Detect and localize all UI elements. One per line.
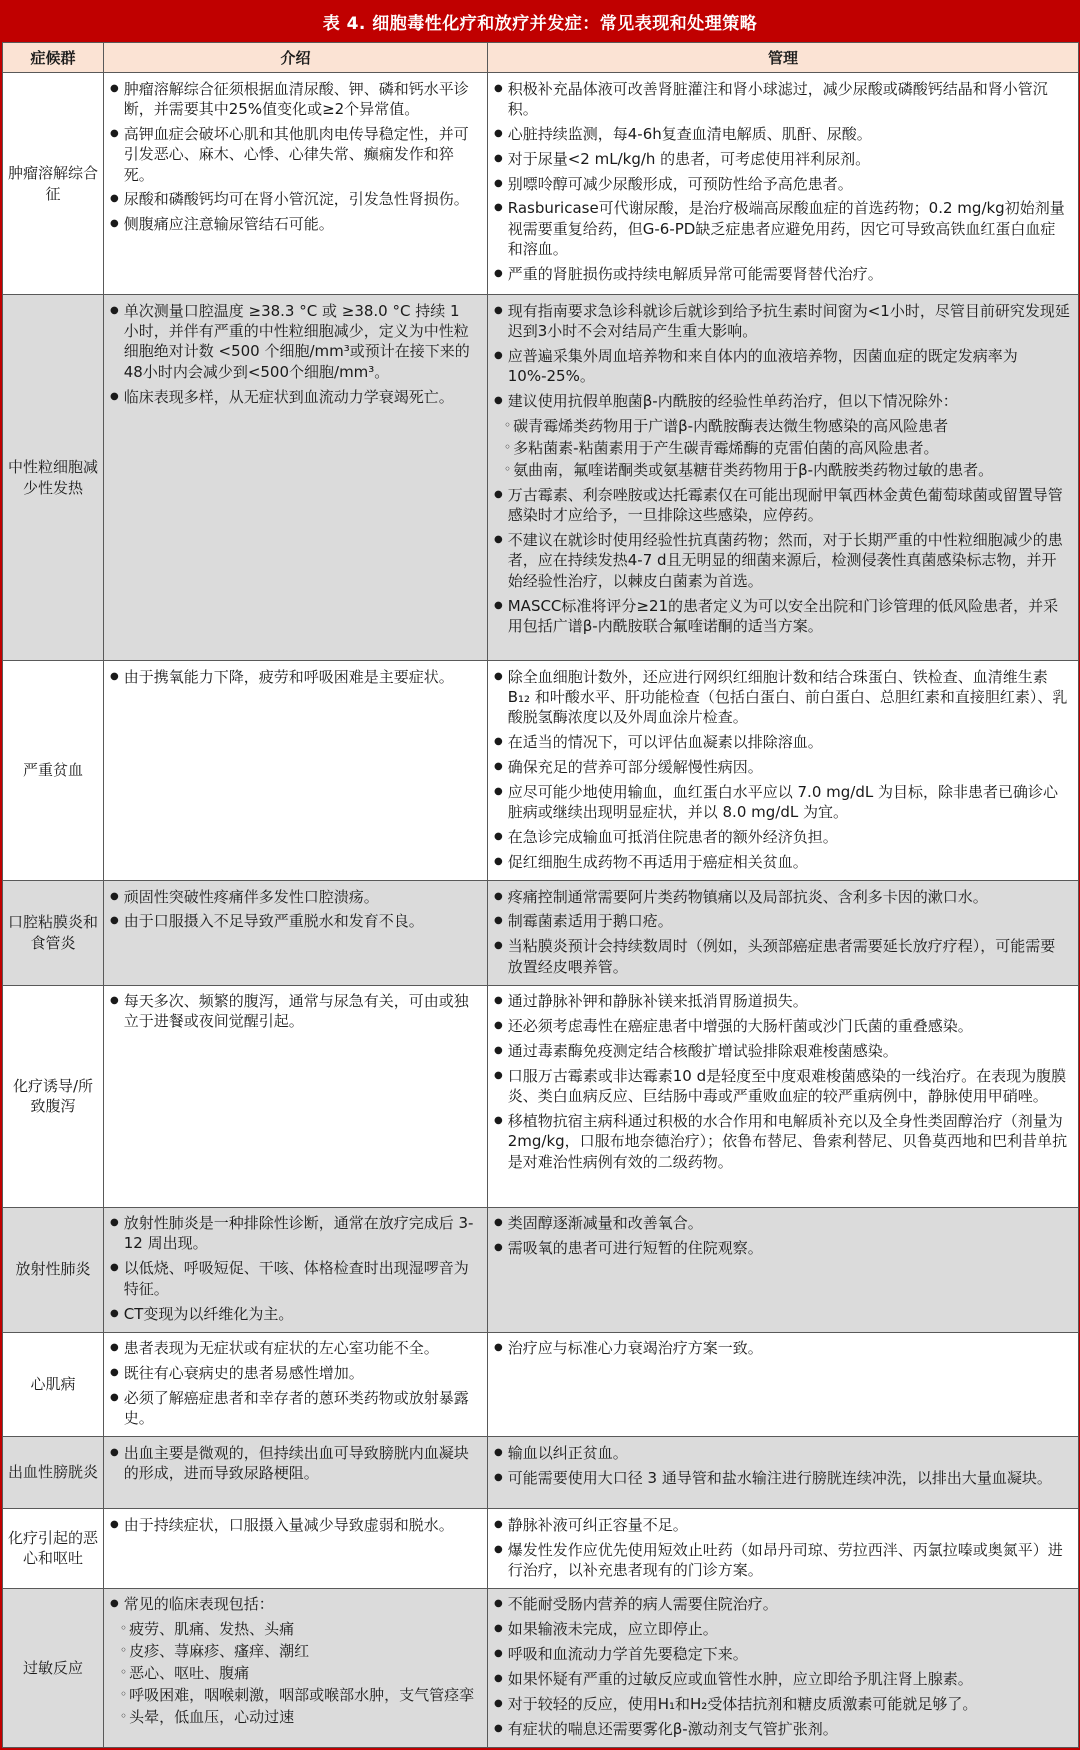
bullet-icon: ●	[494, 890, 503, 902]
bullet-icon: ●	[110, 82, 119, 94]
bullet-icon: ●	[110, 193, 119, 205]
bullet-icon: ●	[494, 1019, 503, 1031]
bullet-text: 尿酸和磷酸钙均可在肾小管沉淀，引发急性肾损伤。	[123, 190, 469, 209]
bullet-item	[110, 1515, 479, 1535]
table-row	[3, 661, 1079, 881]
sub-bullet-item	[120, 1641, 479, 1661]
syndrome-cell: 出血性膀胱炎	[3, 1437, 104, 1509]
header-row	[3, 43, 1079, 73]
bullet-item	[110, 1363, 479, 1383]
management-cell	[488, 881, 1079, 986]
sub-bullet-icon: ◦	[504, 439, 512, 454]
bullet-text: 现有指南要求急诊科就诊后就诊到给予抗生素时间窗为<1小时，尽管目前研究发现延迟到3小时不会对结局产生重大影响。	[507, 301, 1070, 340]
bullet-item	[110, 189, 479, 209]
bullet-text: 放射性肺炎是一种排除性诊断，通常在放疗完成后 3-12 周出现。	[123, 1214, 474, 1253]
bullet-icon: ●	[494, 1722, 503, 1734]
bullet-icon: ●	[110, 995, 119, 1007]
bullet-item	[110, 301, 479, 383]
bullet-item	[494, 485, 1070, 526]
bullet-text: 肿瘤溶解综合征须根据血清尿酸、钾、磷和钙水平诊断，并需要其中25%值变化或≥2个异常值。	[123, 79, 469, 118]
intro-cell	[104, 73, 488, 295]
bullet-item	[494, 264, 1070, 284]
bullet-icon: ●	[494, 761, 503, 773]
bullet-item	[494, 1540, 1070, 1581]
bullet-item	[494, 149, 1070, 169]
management-cell	[488, 1509, 1079, 1589]
bullet-text: 心脏持续监测，每4-6h复查血清电解质、肌酐、尿酸。	[507, 124, 872, 143]
bullet-text: 恶心、呕吐、腹痛	[129, 1663, 250, 1682]
intro-cell	[104, 1437, 488, 1509]
bullet-icon: ●	[494, 785, 503, 797]
bullet-item	[494, 1066, 1070, 1107]
sub-bullet-icon: ◦	[504, 461, 512, 476]
bullet-icon: ●	[494, 488, 503, 500]
bullet-item	[494, 1016, 1070, 1036]
intro-cell	[104, 881, 488, 986]
bullet-text: 建议使用抗假单胞菌β-内酰胺的经验性单药治疗，但以下情况除外：	[507, 392, 958, 411]
table-row	[3, 1207, 1079, 1332]
bullet-icon: ●	[110, 304, 119, 316]
bullet-text: 促红细胞生成药物不再适用于癌症相关贫血。	[507, 853, 808, 872]
bullet-text: 既往有心衰病史的患者易感性增加。	[123, 1363, 364, 1382]
bullet-item	[494, 79, 1070, 120]
bullet-item	[494, 346, 1070, 387]
bullet-text: 确保充足的营养可部分缓解慢性病因。	[507, 758, 763, 777]
bullet-icon: ●	[110, 1307, 119, 1319]
bullet-text: 移植物抗宿主病科通过积极的水合作用和电解质补充以及全身性类固醇治疗（剂量为2mg/kg，口服布地奈德治疗）；依鲁布替尼、鲁索利替尼、贝鲁莫西地和巴利昔单抗是对难治性病例有效的二级药物。	[507, 1112, 1068, 1171]
bullet-text: 积极补充晶体液可改善肾脏灌注和肾小球滤过，减少尿酸或磷酸钙结晶和肾小管沉积。	[507, 79, 1048, 118]
bullet-icon: ●	[110, 390, 119, 402]
syndrome-cell: 中性粒细胞减少性发热	[3, 295, 104, 661]
bullet-item	[494, 1468, 1070, 1488]
bullet-text: 由于持续症状，口服摄入量减少导致虚弱和脱水。	[123, 1515, 454, 1534]
bullet-text: 还必须考虑毒性在癌症患者中增强的大肠杆菌或沙门氏菌的重叠感染。	[507, 1016, 973, 1035]
bullet-text: 由于口服摄入不足导致严重脱水和发育不良。	[123, 912, 424, 931]
table-row	[3, 1437, 1079, 1509]
bullet-icon: ●	[494, 268, 503, 280]
bullet-text: 如果输液未完成，应立即停止。	[507, 1620, 718, 1639]
bullet-item	[110, 1443, 479, 1484]
bullet-text: CT变现为以纤维化为主。	[123, 1304, 294, 1323]
col-header-syndrome: 症候群	[3, 43, 104, 73]
bullet-item	[110, 1304, 479, 1324]
bullet-icon: ●	[110, 1598, 119, 1610]
bullet-text: 治疗应与标准心力衰竭治疗方案一致。	[507, 1339, 763, 1358]
bullet-text: 顽固性突破性疼痛伴多发性口腔溃疡。	[123, 887, 379, 906]
bullet-text: 当粘膜炎预计会持续数周时（例如，头颈部癌症患者需要延长放疗疗程），可能需要放置经皮喂养管。	[507, 937, 1056, 976]
bullet-item	[494, 1669, 1070, 1689]
sub-bullet-item	[120, 1619, 479, 1639]
bullet-icon: ●	[494, 831, 503, 843]
bullet-text: 多粘菌素-粘菌素用于产生碳青霉烯酶的克雷伯菌的高风险患者。	[513, 438, 939, 457]
intro-cell	[104, 1207, 488, 1332]
intro-cell	[104, 1332, 488, 1437]
management-cell	[488, 661, 1079, 881]
bullet-text: 有症状的喘息还需要雾化β-激动剂支气管扩张剂。	[507, 1719, 838, 1738]
bullet-icon: ●	[494, 856, 503, 868]
bullet-item	[494, 1238, 1070, 1258]
bullet-text: 氨曲南，氟喹诺酮类或氨基糖苷类药物用于β-内酰胺类药物过敏的患者。	[513, 460, 994, 479]
bullet-item	[110, 387, 479, 407]
bullet-icon: ●	[494, 1518, 503, 1530]
bullet-text: 如果怀疑有严重的过敏反应或血管性水肿，应立即给予肌注肾上腺素。	[507, 1669, 973, 1688]
bullet-icon: ●	[494, 995, 503, 1007]
bullet-item	[110, 1338, 479, 1358]
bullet-item	[494, 782, 1070, 823]
bullet-item	[494, 530, 1070, 591]
syndrome-cell: 心肌病	[3, 1332, 104, 1437]
bullet-icon: ●	[110, 890, 119, 902]
bullet-icon: ●	[494, 1342, 503, 1354]
sub-bullet-item	[504, 460, 1070, 480]
bullet-item	[110, 124, 479, 185]
sub-bullet-icon: ◦	[120, 1686, 128, 1701]
bullet-icon: ●	[494, 127, 503, 139]
bullet-text: 在适当的情况下，可以评估血凝素以排除溶血。	[507, 733, 823, 752]
bullet-item	[494, 991, 1070, 1011]
bullet-text: 呼吸困难，咽喉刺激，咽部或喉部水肿，支气管痉挛	[129, 1685, 475, 1704]
bullet-text: 由于携氧能力下降，疲劳和呼吸困难是主要症状。	[123, 667, 454, 686]
bullet-item	[494, 301, 1070, 342]
bullet-icon: ●	[494, 1623, 503, 1635]
bullet-icon: ●	[110, 1366, 119, 1378]
bullet-item	[494, 1515, 1070, 1535]
sub-bullet-item	[504, 416, 1070, 436]
bullet-item	[494, 757, 1070, 777]
bullet-icon: ●	[494, 349, 503, 361]
bullet-item	[494, 887, 1070, 907]
bullet-item	[494, 124, 1070, 144]
bullet-icon: ●	[494, 152, 503, 164]
table-body	[3, 73, 1079, 1748]
bullet-icon: ●	[494, 1648, 503, 1660]
bullet-item	[494, 667, 1070, 728]
bullet-icon: ●	[110, 915, 119, 927]
bullet-text: 高钾血症会破坏心肌和其他肌肉电传导稳定性，并可引发恶心、麻木、心悸、心律失常、癫痫发作和猝死。	[123, 124, 469, 184]
sub-bullet-item	[120, 1663, 479, 1683]
bullet-text: 皮疹、荨麻疹、瘙痒、潮红	[129, 1642, 310, 1661]
bullet-icon: ●	[494, 1543, 503, 1555]
management-cell	[488, 1207, 1079, 1332]
bullet-text: 口服万古霉素或非达霉素10 d是轻度至中度艰难梭菌感染的一线治疗。在表现为腹膜炎、类白血病反应、巨结肠中毒或严重败血症的较严重病例中，静脉使用甲硝唑。	[507, 1066, 1067, 1106]
management-cell	[488, 1332, 1079, 1437]
bullet-text: 碳青霉烯类药物用于广谱β-内酰胺酶表达微生物感染的高风险患者	[513, 416, 949, 435]
bullet-text: MASCC标准将评分≥21的患者定义为可以安全出院和门诊管理的低风险患者，并采用包括广谱β-内酰胺联合氟喹诺酮的适当方案。	[507, 596, 1059, 635]
intro-cell	[104, 295, 488, 661]
table-row	[3, 1588, 1079, 1747]
bullet-item	[494, 1594, 1070, 1614]
bullet-item	[494, 391, 1070, 411]
bullet-icon: ●	[494, 82, 503, 94]
sub-bullet-icon: ◦	[120, 1664, 128, 1679]
bullet-item	[110, 79, 479, 120]
bullet-icon: ●	[110, 1342, 119, 1354]
bullet-item	[494, 852, 1070, 872]
bullet-text: 疲劳、肌痛、发热、头痛	[129, 1620, 295, 1639]
bullet-item	[494, 174, 1070, 194]
bullet-icon: ●	[494, 736, 503, 748]
col-header-management: 管理	[488, 43, 1079, 73]
intro-cell	[104, 1509, 488, 1589]
bullet-text: 必须了解癌症患者和幸存者的蒽环类药物或放射暴露史。	[123, 1388, 469, 1428]
bullet-text: 别嘌呤醇可减少尿酸形成，可预防性给予高危患者。	[507, 174, 853, 193]
bullet-icon: ●	[494, 395, 503, 407]
bullet-item	[110, 1258, 479, 1299]
bullet-text: 类固醇逐渐减量和改善氧合。	[507, 1214, 703, 1233]
table-row	[3, 881, 1079, 986]
bullet-item	[110, 991, 479, 1032]
bullet-item	[494, 1619, 1070, 1639]
bullet-item	[494, 1443, 1070, 1463]
bullet-item	[110, 911, 479, 931]
bullet-text: 制霉菌素适用于鹅口疮。	[507, 912, 673, 931]
management-cell	[488, 1437, 1079, 1509]
bullet-icon: ●	[110, 1217, 119, 1229]
bullet-text: 侧腹痛应注意输尿管结石可能。	[123, 215, 334, 234]
bullet-text: 应普遍采集外周血培养物和来自体内的血液培养物，因菌血症的既定发病率为 10%-25%。	[507, 346, 1018, 386]
bullet-text: 需吸氧的患者可进行短暂的住院观察。	[507, 1238, 763, 1257]
bullet-item	[110, 1388, 479, 1429]
bullet-icon: ●	[110, 1262, 119, 1274]
bullet-item	[494, 827, 1070, 847]
bullet-icon: ●	[494, 1598, 503, 1610]
syndrome-cell: 口腔粘膜炎和食管炎	[3, 881, 104, 986]
bullet-icon: ●	[494, 202, 503, 214]
bullet-text: 出血主要是微观的，但持续出血可导致膀胱内血凝块的形成，进而导致尿路梗阻。	[123, 1443, 469, 1483]
bullet-icon: ●	[110, 218, 119, 230]
sub-bullet-icon: ◦	[504, 417, 512, 432]
bullet-text: 头晕，低血压，心动过速	[129, 1707, 295, 1726]
bullet-icon: ●	[494, 1241, 503, 1253]
bullet-text: 呼吸和血流动力学首先要稳定下来。	[507, 1645, 748, 1664]
bullet-item	[494, 1694, 1070, 1714]
bullet-icon: ●	[494, 1471, 503, 1483]
syndrome-cell: 肿瘤溶解综合征	[3, 73, 104, 295]
bullet-text: 每天多次、频繁的腹泻，通常与尿急有关，可由或独立于进餐或夜间觉醒引起。	[123, 992, 469, 1031]
bullet-icon: ●	[494, 599, 503, 611]
bullet-text: 对于较轻的反应，使用H₁和H₂受体拮抗剂和糖皮质激素可能就足够了。	[507, 1694, 978, 1713]
bullet-icon: ●	[494, 1217, 503, 1229]
syndrome-cell: 过敏反应	[3, 1588, 104, 1747]
bullet-text: Rasburicase可代谢尿酸，是治疗极端高尿酸血症的首选药物；0.2 mg/kg初始剂量视需要重复给药，但G-6-PD缺乏症患者应避免用药，因它可导致高铁血红蛋白血症和溶血。	[507, 199, 1065, 259]
management-cell	[488, 295, 1079, 661]
bullet-icon: ●	[494, 533, 503, 545]
intro-cell	[104, 1588, 488, 1747]
bullet-item	[494, 1213, 1070, 1233]
bullet-item	[494, 936, 1070, 977]
bullet-item	[494, 1338, 1070, 1358]
complications-table	[2, 42, 1079, 1748]
bullet-text: 在急诊完成输血可抵消住院患者的额外经济负担。	[507, 828, 838, 847]
bullet-icon: ●	[494, 304, 503, 316]
bullet-item	[110, 887, 479, 907]
bullet-icon: ●	[110, 670, 119, 682]
bullet-text: 单次测量口腔温度 ≥38.3 °C 或 ≥38.0 °C 持续 1 小时，并伴有严重的中性粒细胞减少，定义为中性粒细胞绝对计数 <500 个细胞/mm³或预计在接下来的48小时内会减少到<500个细胞/mm³。	[123, 301, 470, 381]
bullet-text: 除全血细胞计数外，还应进行网织红细胞计数和结合珠蛋白、铁检查、血清维生素 B₁₂ 和叶酸水平、肝功能检查（包括白蛋白、前白蛋白、总胆红素和直接胆红素）、乳酸脱氢酶浓度以及外周血涂片检查。	[507, 667, 1068, 727]
table-row	[3, 295, 1079, 661]
bullet-text: 严重的肾脏损伤或持续电解质异常可能需要肾替代治疗。	[507, 265, 883, 284]
bullet-item	[494, 911, 1070, 931]
bullet-icon: ●	[494, 1672, 503, 1684]
col-header-intro: 介绍	[104, 43, 488, 73]
bullet-icon: ●	[494, 1446, 503, 1458]
bullet-text: 万古霉素、利奈唑胺或达托霉素仅在可能出现耐甲氧西林金黄色葡萄球菌或留置导管感染时才应给予，一旦排除这些感染，应停药。	[507, 485, 1063, 525]
bullet-item	[494, 1719, 1070, 1739]
bullet-item	[110, 667, 479, 687]
bullet-text: 应尽可能少地使用输血，血红蛋白水平应以 7.0 mg/dL 为目标，除非患者已确诊心脏病或继续出现明显症状，并以 8.0 mg/dL 为宜。	[507, 782, 1058, 822]
bullet-text: 以低烧、呼吸短促、干咳、体格检查时出现湿啰音为特征。	[123, 1259, 469, 1298]
bullet-text: 不建议在就诊时使用经验性抗真菌药物；然而，对于长期严重的中性粒细胞减少的患者，应在持续发热4-7 d且无明显的细菌来源后，检测侵袭性真菌感染标志物，并开始经验性治疗，以棘皮白菌素为首选。	[507, 530, 1063, 590]
intro-cell	[104, 661, 488, 881]
bullet-text: 可能需要使用大口径 3 通导管和盐水输注进行膀胱连续冲洗，以排出大量血凝块。	[507, 1468, 1052, 1487]
bullet-icon: ●	[110, 127, 119, 139]
table-row	[3, 1509, 1079, 1589]
bullet-icon: ●	[494, 1069, 503, 1081]
sub-bullet-icon: ◦	[120, 1708, 128, 1723]
management-cell	[488, 985, 1079, 1207]
bullet-icon: ●	[494, 670, 503, 682]
management-cell	[488, 73, 1079, 295]
bullet-text: 输血以纠正贫血。	[507, 1443, 628, 1462]
bullet-text: 通过静脉补钾和静脉补镁来抵消胃肠道损失。	[507, 992, 808, 1011]
bullet-icon: ●	[110, 1446, 119, 1458]
sub-bullet-icon: ◦	[120, 1643, 128, 1658]
syndrome-cell: 放射性肺炎	[3, 1207, 104, 1332]
bullet-icon: ●	[110, 1391, 119, 1403]
bullet-text: 通过毒素酶免疫测定结合核酸扩增试验排除艰难梭菌感染。	[507, 1041, 898, 1060]
table-row	[3, 1332, 1079, 1437]
bullet-item	[494, 732, 1070, 752]
sub-bullet-item	[120, 1685, 479, 1705]
table-row	[3, 985, 1079, 1207]
bullet-item	[494, 1111, 1070, 1172]
bullet-text: 不能耐受肠内营养的病人需要住院治疗。	[507, 1595, 778, 1614]
bullet-icon: ●	[494, 915, 503, 927]
bullet-item	[110, 1594, 479, 1614]
bullet-item	[110, 1213, 479, 1254]
management-cell	[488, 1588, 1079, 1747]
bullet-text: 常见的临床表现包括：	[123, 1595, 274, 1614]
bullet-item	[494, 596, 1070, 637]
sub-bullet-item	[120, 1707, 479, 1727]
syndrome-cell: 化疗诱导/所致腹泻	[3, 985, 104, 1207]
bullet-icon: ●	[494, 1697, 503, 1709]
page-title: 表 4. 细胞毒性化疗和放疗并发症：常见表现和处理策略	[2, 2, 1078, 42]
bullet-item	[494, 1644, 1070, 1664]
sub-bullet-item	[504, 438, 1070, 458]
bullet-text: 患者表现为无症状或有症状的左心室功能不全。	[123, 1339, 439, 1358]
bullet-text: 静脉补液可纠正容量不足。	[507, 1515, 688, 1534]
bullet-text: 爆发性发作应优先使用短效止吐药（如昂丹司琼、劳拉西泮、丙氯拉嗪或奥氮平）进行治疗，以补充患者现有的门诊方案。	[507, 1540, 1063, 1579]
syndrome-cell: 化疗引起的恶心和呕吐	[3, 1509, 104, 1589]
table-row	[3, 73, 1079, 295]
syndrome-cell: 严重贫血	[3, 661, 104, 881]
bullet-text: 临床表现多样，从无症状到血流动力学衰竭死亡。	[123, 387, 454, 406]
bullet-text: 疼痛控制通常需要阿片类药物镇痛以及局部抗炎、含利多卡因的漱口水。	[507, 887, 988, 906]
bullet-item	[494, 1041, 1070, 1061]
sub-bullet-icon: ◦	[120, 1621, 128, 1636]
bullet-item	[110, 214, 479, 234]
bullet-item	[494, 198, 1070, 259]
bullet-icon: ●	[494, 1115, 503, 1127]
bullet-icon: ●	[494, 177, 503, 189]
bullet-icon: ●	[110, 1518, 119, 1530]
bullet-text: 对于尿量<2 mL/kg/h 的患者，可考虑使用袢利尿剂。	[507, 149, 871, 168]
bullet-icon: ●	[494, 940, 503, 952]
intro-cell	[104, 985, 488, 1207]
bullet-icon: ●	[494, 1044, 503, 1056]
